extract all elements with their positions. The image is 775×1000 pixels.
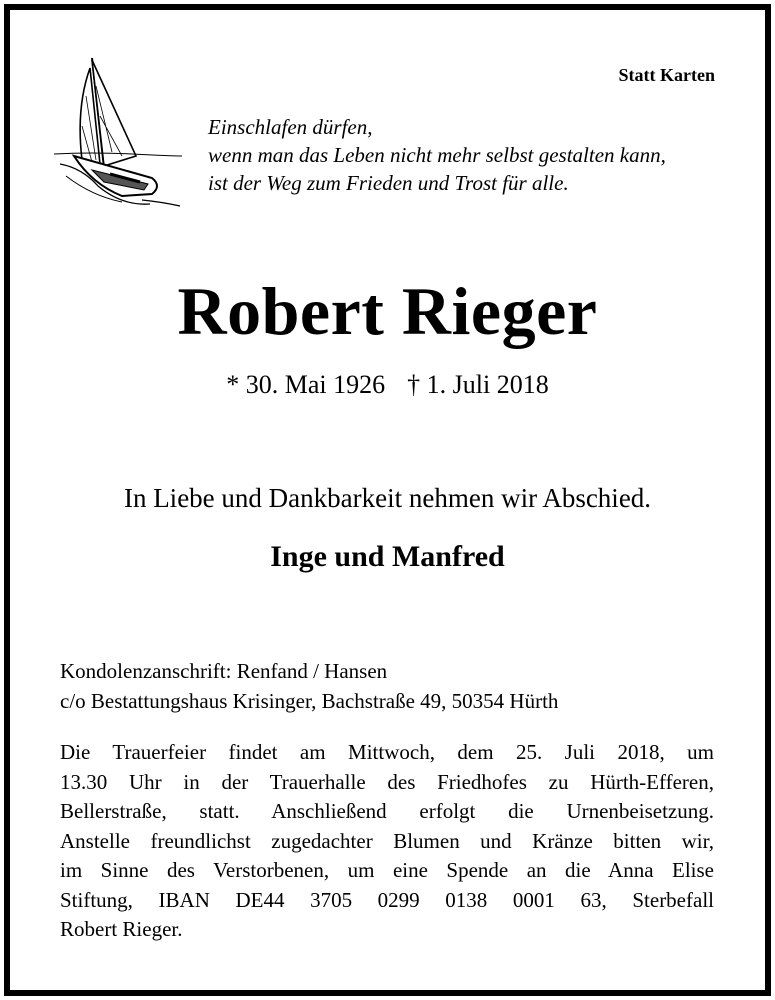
info-line: Robert Rieger.: [60, 917, 183, 941]
address-line: Kondolenzanschrift: Renfand / Hansen: [60, 659, 388, 683]
info-line: im Sinne des Verstorbenen, um eine Spende an die Anna Elise: [60, 858, 714, 882]
condolence-address: [60, 656, 558, 716]
quote-line: Einschlafen dürfen,: [208, 115, 373, 139]
info-line: Anstelle freundlichst zugedachter Blumen und Kränze bitten wir,: [60, 828, 714, 853]
birth-date: * 30. Mai 1926: [226, 370, 386, 399]
sailboat-icon: [52, 56, 186, 212]
family-names: Inge und Manfred: [270, 540, 505, 573]
info-line: 13.30 Uhr in der Trauerhalle des Friedhofes zu Hürth-Efferen,: [60, 769, 714, 794]
ceremony-info: [60, 738, 714, 945]
deceased-name: Robert Rieger: [177, 273, 598, 349]
death-date: † 1. Juli 2018: [407, 370, 549, 399]
quote-line: ist der Weg zum Frieden und Trost für alle.: [208, 171, 569, 195]
statt-karten-label: Statt Karten: [618, 65, 715, 85]
address-line: c/o Bestattungshaus Krisinger, Bachstraße 49, 50354 Hürth: [60, 689, 559, 713]
info-line: Die Trauerfeier findet am Mittwoch, dem 25. Juli 2018, um: [60, 740, 714, 764]
quote-line: wenn man das Leben nicht mehr selbst gestalten kann,: [208, 143, 666, 167]
farewell-text: In Liebe und Dankbarkeit nehmen wir Abschied.: [123, 483, 652, 513]
info-line: Bellerstraße, statt. Anschließend erfolgt die Urnenbeisetzung.: [60, 799, 714, 823]
quote: [208, 113, 748, 197]
info-line: Stiftung, IBAN DE44 3705 0299 0138 0001 63, Sterbefall: [60, 887, 714, 912]
life-dates: [0, 370, 775, 400]
